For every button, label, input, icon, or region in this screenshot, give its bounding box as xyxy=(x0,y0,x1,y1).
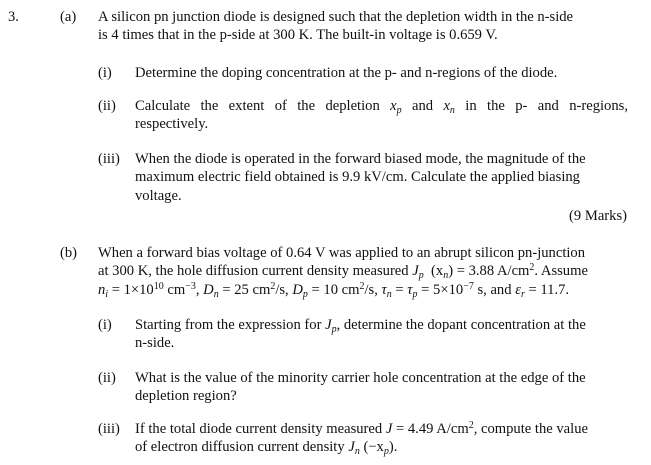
part-a-intro-line1: A silicon pn junction diode is designed such that the depletion width in the n-side xyxy=(98,9,574,25)
part-b-ii-line2: depletion region? xyxy=(135,388,237,405)
part-b-intro xyxy=(98,244,628,299)
part-b-intro-line1: When a forward bias voltage of 0.64 V was applied to an abrupt silicon pn-junction xyxy=(98,245,586,261)
part-a-intro-line2: is 4 times that in the p-side at 300 K. The built-in voltage is 0.659 V. xyxy=(98,27,498,44)
part-a-intro xyxy=(98,8,628,45)
part-a-iii-line2: maximum electric field obtained is 9.9 kV/cm. Calculate the applied biasing xyxy=(135,169,580,186)
part-a-iii-text xyxy=(135,150,628,205)
part-b-iii-label: (iii) xyxy=(98,421,120,437)
part-b-intro-line3: $n_i = 1\times 10^{10}$ $cm^{-3}$, $D_n = 25$ $cm^2/s$, $D_p = 10$ $cm^2/s$, $\tau_n = \tau_p = 5\times 10^{-7}$ s, and $\varepsilon_r = 11.7$. xyxy=(98,280,570,300)
part-b-iii-line1: If the total diode current density measured J = 4.49 $A/cm^2$, compute the value xyxy=(135,420,588,437)
part-b-label: (b) xyxy=(60,245,78,261)
part-a-i-label: (i) xyxy=(98,65,112,81)
part-a-ii-line1: Calculate the extent of the depletion $x_p$ and $x_n$ in the p- and n-regions, xyxy=(135,98,628,116)
part-b-i-label: (i) xyxy=(98,317,112,333)
part-a-marks: (9 Marks) xyxy=(569,208,627,224)
part-a-iii-label: (iii) xyxy=(98,151,120,167)
part-b-ii-line1: What is the value of the minority carrier hole concentration at the edge of the xyxy=(135,370,586,386)
part-a-iii-line3: voltage. xyxy=(135,187,182,204)
part-a-ii-line2: respectively. xyxy=(135,116,209,133)
part-b-intro-line2: at 300 K, the hole diffusion current density measured $J_p$ $(x_n) = 3.88$ $A/cm^2$. Assume xyxy=(98,262,588,282)
part-b-i-line1: Starting from the expression for $J_p$, determine the dopant concentration at the xyxy=(135,317,586,335)
part-a-ii-text xyxy=(135,97,628,134)
part-b-i-line2: n-side. xyxy=(135,335,175,352)
part-b-ii-text xyxy=(135,369,628,406)
part-b-iii-text xyxy=(135,420,628,457)
part-b-i-text xyxy=(135,316,628,353)
part-a-ii-label: (ii) xyxy=(98,98,116,114)
part-b-iii-line2: of electron diffusion current density $J_n$ $(-x_p)$. xyxy=(135,439,398,458)
part-a-i-text: Determine the doping concentration at the p- and n-regions of the diode. xyxy=(135,65,558,81)
part-a-label: (a) xyxy=(60,9,77,25)
question-number: 3. xyxy=(8,9,19,25)
part-a-iii-line1: When the diode is operated in the forward biased mode, the magnitude of the xyxy=(135,151,586,167)
part-b-ii-label: (ii) xyxy=(98,370,116,386)
